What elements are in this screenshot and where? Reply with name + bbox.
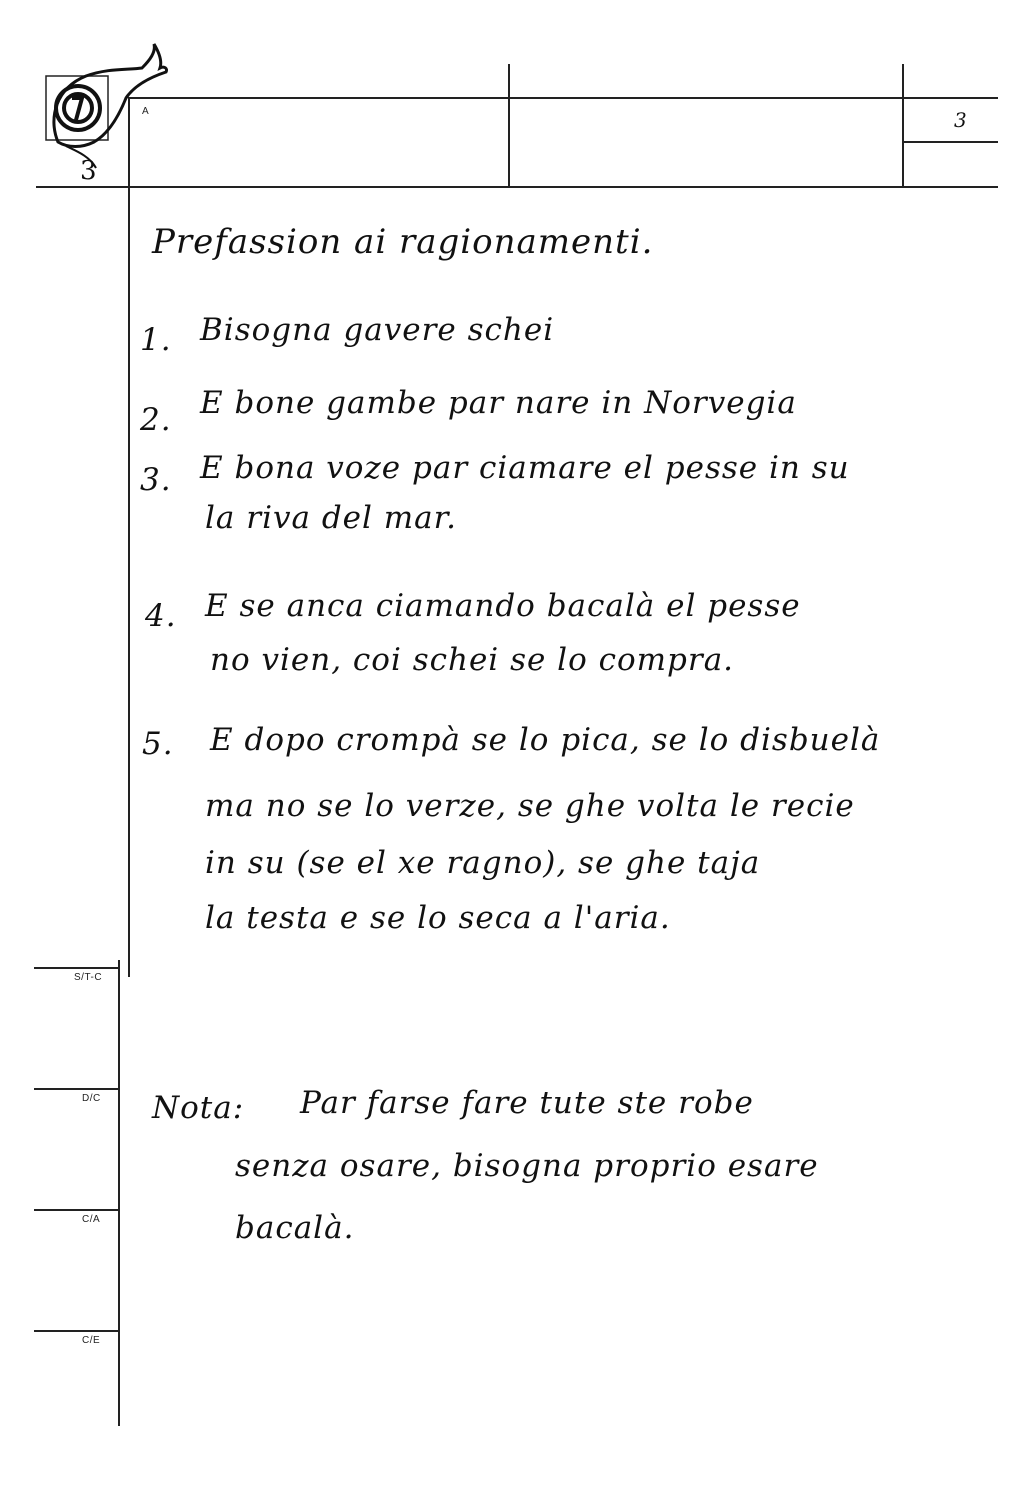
fish-logo-icon: [38, 38, 170, 188]
margin-rule-c-e: [34, 1330, 118, 1332]
header-letter: A: [142, 106, 150, 117]
margin-label-c-e: C/E: [82, 1335, 101, 1346]
margin-rule-c-a: [34, 1209, 118, 1211]
item-line: E se anca ciamando bacalà el pesse: [205, 588, 801, 624]
page-mark-rule: [903, 141, 998, 143]
page-mark: 3: [954, 108, 968, 132]
item-line: ma no se lo verze, se ghe volta le recie: [205, 788, 855, 824]
nota-line: senza osare, bisogna proprio esare: [235, 1148, 819, 1184]
margin-rule: [128, 97, 130, 977]
margin-rule-st-c: [34, 967, 118, 969]
item-line: E bona voze par ciamare el pesse in su: [200, 450, 850, 486]
item-line: E dopo crompà se lo pica, se lo disbuelà: [210, 722, 881, 758]
item-line: no vien, coi schei se lo compra.: [210, 642, 735, 678]
item-number: 2.: [140, 402, 172, 438]
header-bottom-rule: [36, 186, 998, 188]
nota-line: Par farse fare tute ste robe: [300, 1085, 754, 1121]
item-line: Bisogna gavere schei: [200, 312, 555, 348]
item-number: 1.: [140, 322, 172, 358]
item-line: la testa e se lo seca a l'aria.: [205, 900, 671, 936]
header-divider-2: [902, 64, 904, 186]
margin-label-st-c: S/T-C: [74, 972, 103, 983]
item-number: 3.: [140, 462, 172, 498]
header-top-rule: [128, 97, 998, 99]
logo-number: 3: [80, 156, 98, 186]
item-number: 5.: [142, 726, 174, 762]
margin-rule-d-c: [34, 1088, 118, 1090]
margin-rule-lower: [118, 960, 120, 1426]
nota-line: bacalà.: [235, 1210, 355, 1246]
item-number: 4.: [145, 598, 177, 634]
margin-label-c-a: C/A: [82, 1214, 101, 1225]
note-title: Prefassion ai ragionamenti.: [152, 222, 654, 262]
item-line: in su (se el xe ragno), se ghe taja: [205, 845, 761, 881]
header-divider-1: [508, 64, 510, 186]
margin-label-d-c: D/C: [82, 1093, 101, 1104]
item-line: la riva del mar.: [205, 500, 457, 536]
item-line: E bone gambe par nare in Norvegia: [200, 385, 797, 421]
nota-label: Nota:: [152, 1090, 245, 1126]
